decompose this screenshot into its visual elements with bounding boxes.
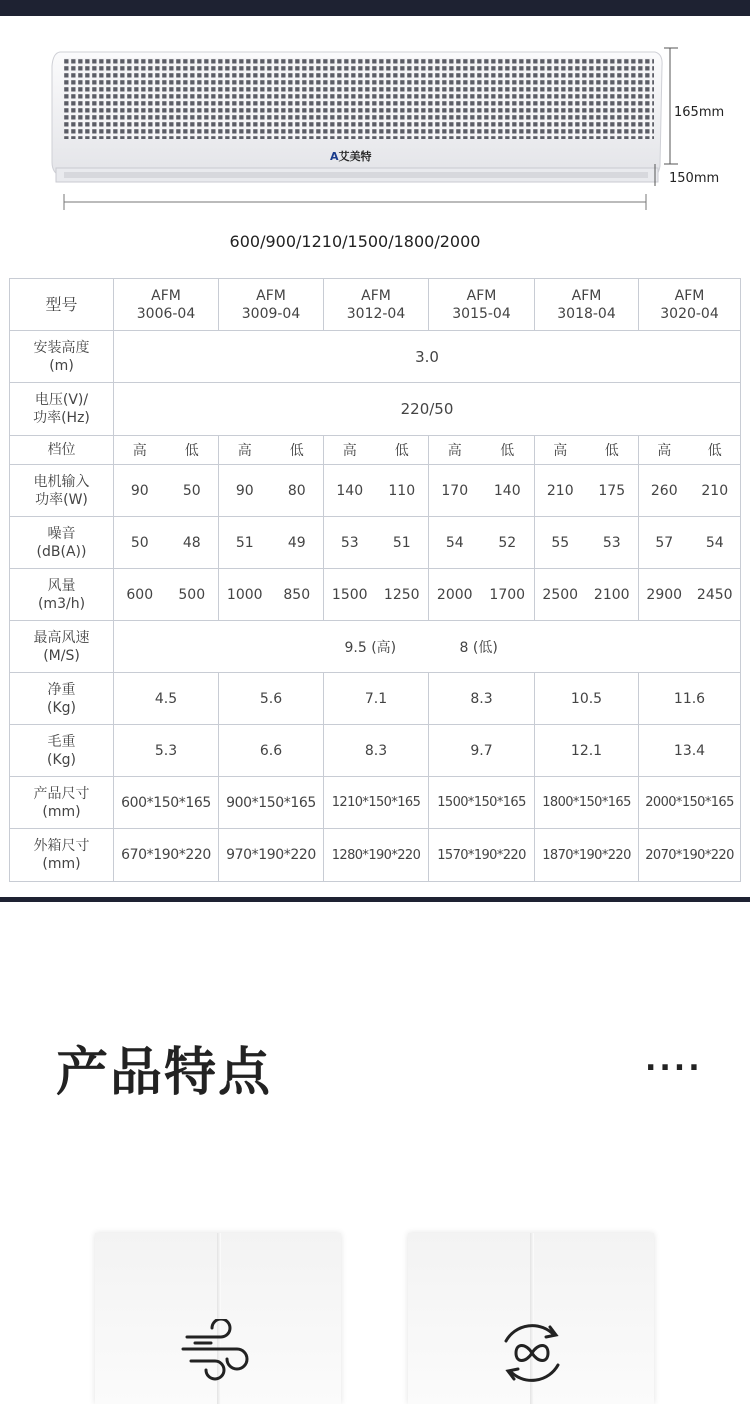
gear-cell: 高 (639, 436, 690, 465)
net-weight-cell: 4.5 (114, 673, 219, 725)
noise-cell: 48 (166, 517, 219, 569)
motor-power-cell: 110 (376, 465, 429, 517)
noise-cell: 54 (690, 517, 741, 569)
box-size-cell: 970*190*220 (219, 829, 324, 882)
row-box-size (10, 829, 741, 882)
features-title: 产品特点 (56, 1043, 273, 1103)
noise-cell: 55 (535, 517, 586, 569)
row-voltage (10, 383, 741, 436)
noise-cell: 52 (481, 517, 535, 569)
gear-label: 档位 (10, 436, 114, 465)
model-cell: AFM 3018-04 (535, 279, 639, 331)
gross-weight-cell: 12.1 (535, 725, 639, 777)
noise-cell: 54 (429, 517, 481, 569)
model-cell: AFM 3006-04 (114, 279, 219, 331)
box-size-cell: 670*190*220 (114, 829, 219, 882)
gear-cell: 高 (535, 436, 586, 465)
gear-cell: 低 (271, 436, 324, 465)
row-motor-power (10, 465, 741, 517)
max-speed-high: 9.5 (高) (344, 639, 397, 656)
product-size-cell: 1800*150*165 (535, 777, 639, 829)
box-size-label: 外箱尺寸 (mm) (10, 829, 114, 882)
box-size-cell: 1870*190*220 (535, 829, 639, 882)
install-height-value: 3.0 (114, 331, 741, 383)
gross-weight-label: 毛重 (Kg) (10, 725, 114, 777)
gear-cell: 低 (166, 436, 219, 465)
air-curtain-drawing (0, 16, 750, 248)
noise-label: 噪音 (dB(A)) (10, 517, 114, 569)
gear-cell: 高 (429, 436, 481, 465)
more-dots: .... (645, 1043, 703, 1078)
motor-power-cell: 210 (535, 465, 586, 517)
row-install-height (10, 331, 741, 383)
motor-power-cell: 175 (586, 465, 639, 517)
model-cell: AFM 3012-04 (324, 279, 429, 331)
airflow-cell: 1500 (324, 569, 376, 621)
noise-cell: 50 (114, 517, 166, 569)
product-size-cell: 1500*150*165 (429, 777, 535, 829)
motor-power-cell: 90 (219, 465, 271, 517)
motor-power-cell: 210 (690, 465, 741, 517)
noise-cell: 57 (639, 517, 690, 569)
gear-cell: 高 (219, 436, 271, 465)
airflow-cell: 2450 (690, 569, 741, 621)
box-size-cell: 1570*190*220 (429, 829, 535, 882)
depth-dimension-label: 150mm (669, 171, 720, 186)
noise-cell: 53 (324, 517, 376, 569)
net-weight-cell: 5.6 (219, 673, 324, 725)
box-size-cell: 1280*190*220 (324, 829, 429, 882)
wind-icon (181, 1319, 257, 1381)
row-model (10, 279, 741, 331)
motor-power-cell: 260 (639, 465, 690, 517)
airflow-cell: 600 (114, 569, 166, 621)
gear-cell: 高 (324, 436, 376, 465)
row-gear (10, 436, 741, 465)
net-weight-cell: 10.5 (535, 673, 639, 725)
gear-cell: 低 (376, 436, 429, 465)
airflow-cell: 1000 (219, 569, 271, 621)
airflow-cell: 500 (166, 569, 219, 621)
airflow-cell: 1700 (481, 569, 535, 621)
product-size-cell: 2000*150*165 (639, 777, 741, 829)
row-max-speed (10, 621, 741, 673)
airflow-cell: 2900 (639, 569, 690, 621)
spec-table (9, 278, 741, 882)
airflow-cell: 850 (271, 569, 324, 621)
gear-cell: 低 (481, 436, 535, 465)
noise-cell: 51 (376, 517, 429, 569)
model-cell: AFM 3015-04 (429, 279, 535, 331)
gross-weight-cell: 6.6 (219, 725, 324, 777)
gross-weight-cell: 5.3 (114, 725, 219, 777)
length-options-label: 600/900/1210/1500/1800/2000 (229, 232, 481, 251)
gear-cell: 高 (114, 436, 166, 465)
motor-power-cell: 170 (429, 465, 481, 517)
airflow-cell: 2500 (535, 569, 586, 621)
net-weight-cell: 11.6 (639, 673, 741, 725)
row-airflow (10, 569, 741, 621)
gross-weight-cell: 13.4 (639, 725, 741, 777)
box-size-cell: 2070*190*220 (639, 829, 741, 882)
net-weight-cell: 8.3 (429, 673, 535, 725)
net-weight-cell: 7.1 (324, 673, 429, 725)
max-speed-value (114, 621, 741, 673)
gross-weight-cell: 9.7 (429, 725, 535, 777)
section-divider-band (0, 897, 750, 902)
product-size-cell: 1210*150*165 (324, 777, 429, 829)
product-illustration (0, 16, 750, 251)
model-label: 型号 (10, 279, 114, 331)
feature-card-cycle (408, 1233, 654, 1404)
install-height-label: 安装高度 (m) (10, 331, 114, 383)
motor-power-cell: 50 (166, 465, 219, 517)
height-dimension-label: 165mm (674, 105, 725, 120)
top-dark-band (0, 0, 750, 16)
max-speed-low: 8 (低) (459, 639, 498, 656)
product-size-label: 产品尺寸 (mm) (10, 777, 114, 829)
model-cell: AFM 3009-04 (219, 279, 324, 331)
max-speed-label: 最高风速 (M/S) (10, 621, 114, 673)
row-gross-weight (10, 725, 741, 777)
airflow-cell: 2000 (429, 569, 481, 621)
row-net-weight (10, 673, 741, 725)
motor-power-cell: 80 (271, 465, 324, 517)
gear-cell: 低 (690, 436, 741, 465)
model-cell: AFM 3020-04 (639, 279, 741, 331)
airflow-cell: 2100 (586, 569, 639, 621)
voltage-value: 220/50 (114, 383, 741, 436)
row-product-size (10, 777, 741, 829)
row-noise (10, 517, 741, 569)
gear-cell: 低 (586, 436, 639, 465)
motor-power-cell: 140 (481, 465, 535, 517)
product-size-cell: 600*150*165 (114, 777, 219, 829)
infinity-cycle-icon (494, 1315, 570, 1391)
airflow-label: 风量 (m3/h) (10, 569, 114, 621)
brand-logo: A艾美特 (330, 150, 372, 163)
net-weight-label: 净重 (Kg) (10, 673, 114, 725)
gross-weight-cell: 8.3 (324, 725, 429, 777)
noise-cell: 53 (586, 517, 639, 569)
feature-card-wind (95, 1233, 341, 1404)
product-size-cell: 900*150*165 (219, 777, 324, 829)
voltage-label: 电压(V)/ 功率(Hz) (10, 383, 114, 436)
noise-cell: 51 (219, 517, 271, 569)
motor-power-label: 电机输入 功率(W) (10, 465, 114, 517)
motor-power-cell: 90 (114, 465, 166, 517)
airflow-cell: 1250 (376, 569, 429, 621)
motor-power-cell: 140 (324, 465, 376, 517)
noise-cell: 49 (271, 517, 324, 569)
